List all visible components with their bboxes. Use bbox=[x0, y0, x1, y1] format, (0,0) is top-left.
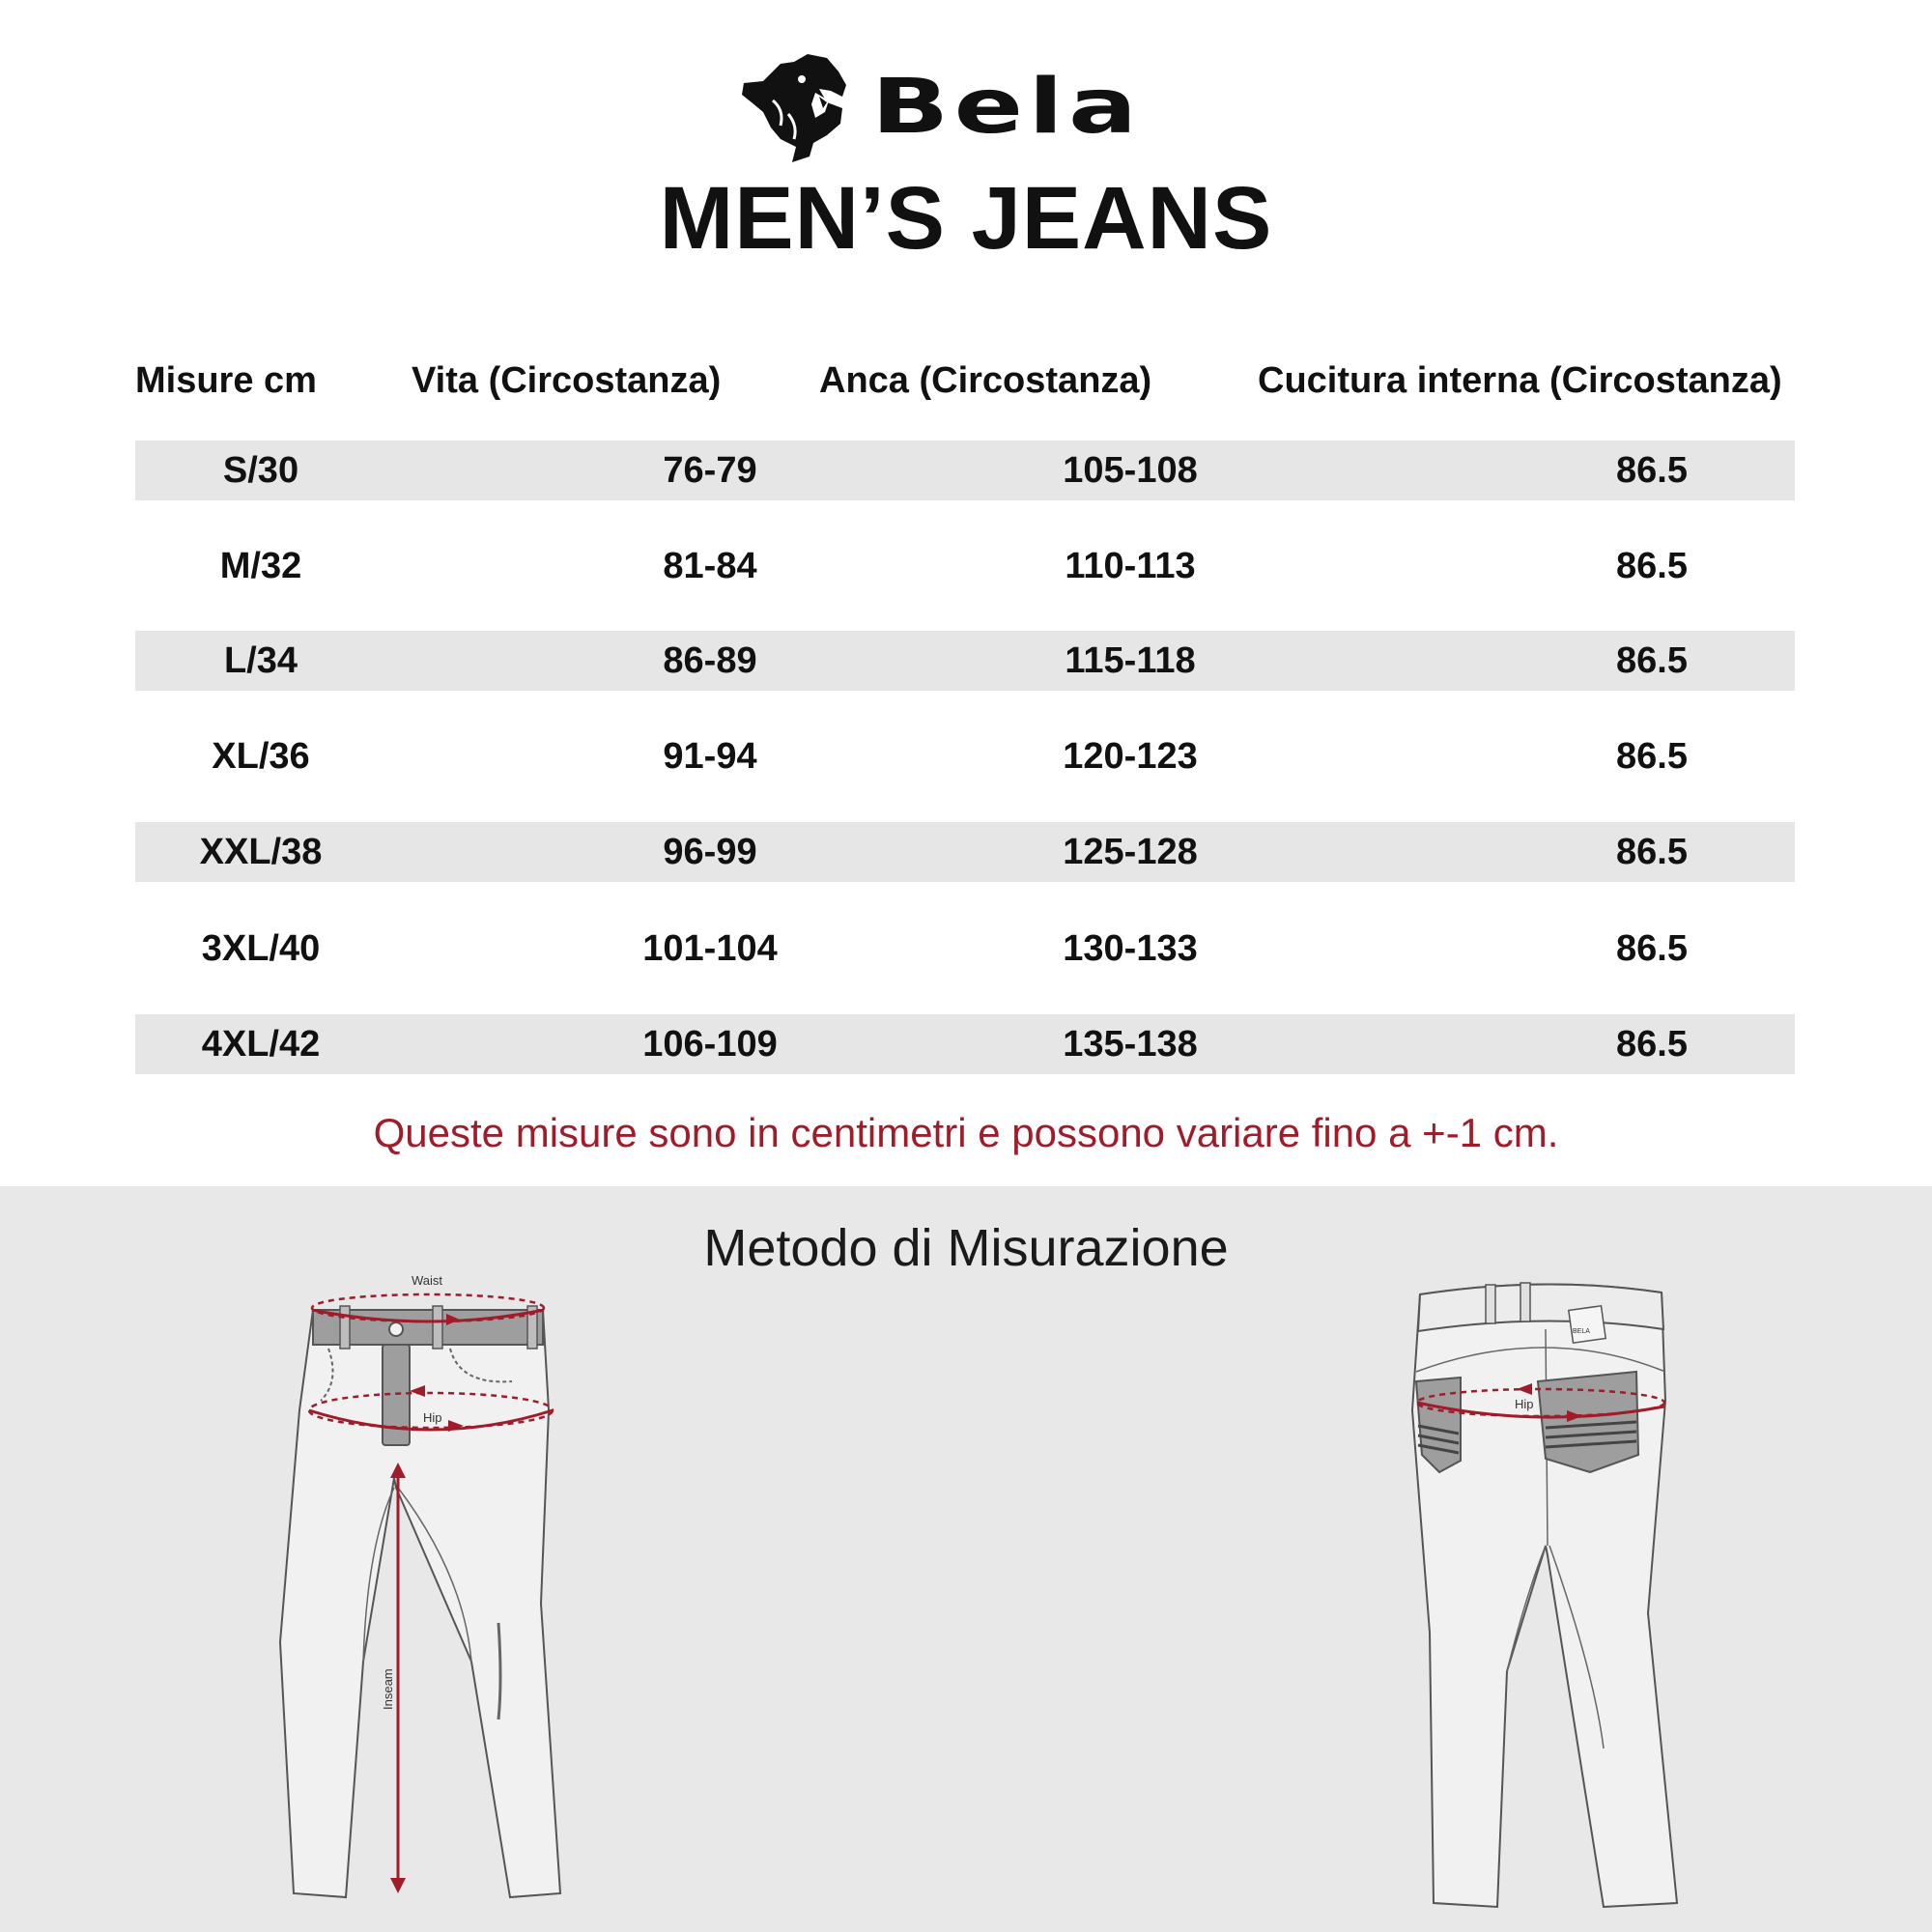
cell-hip: 110-113 bbox=[1065, 546, 1196, 586]
cell-size: XXL/38 bbox=[199, 832, 323, 872]
cell-hip: 120-123 bbox=[1063, 736, 1198, 777]
cell-inseam: 86.5 bbox=[1616, 736, 1688, 777]
jeans-back-illustration bbox=[1401, 1265, 1681, 1913]
cell-size: M/32 bbox=[219, 546, 302, 586]
table-row bbox=[135, 536, 1795, 596]
cell-inseam: 86.5 bbox=[1616, 1024, 1688, 1065]
cell-waist: 86-89 bbox=[663, 640, 757, 681]
cell-waist: 96-99 bbox=[663, 832, 757, 872]
jeans-front-illustration bbox=[270, 1256, 580, 1913]
cell-inseam: 86.5 bbox=[1616, 832, 1688, 872]
hip-label: Hip bbox=[423, 1410, 442, 1425]
measurement-note: Queste misure sono in centimetri e possono variare fino a +-1 cm. bbox=[373, 1110, 1559, 1155]
cell-size: S/30 bbox=[222, 450, 299, 491]
cell-inseam: 86.5 bbox=[1616, 640, 1688, 681]
brand-logo bbox=[734, 43, 1179, 168]
header-inseam: Cucitura interna (Circostanza) bbox=[1258, 360, 1782, 401]
header-size: Misure cm bbox=[135, 360, 317, 401]
table-row bbox=[135, 440, 1795, 500]
cell-size: 4XL/42 bbox=[201, 1024, 321, 1065]
inseam-label: Inseam bbox=[381, 1668, 395, 1710]
method-title: Metodo di Misurazione bbox=[703, 1219, 1229, 1277]
back-hip-label: Hip bbox=[1515, 1397, 1534, 1411]
cell-inseam: 86.5 bbox=[1616, 450, 1688, 491]
cell-size: 3XL/40 bbox=[201, 928, 321, 969]
tag-label: BELA bbox=[1573, 1328, 1590, 1335]
cell-waist: 91-94 bbox=[663, 736, 757, 777]
cell-size: XL/36 bbox=[212, 736, 310, 777]
waist-label: Waist bbox=[412, 1273, 443, 1288]
cell-hip: 130-133 bbox=[1063, 928, 1198, 969]
cell-inseam: 86.5 bbox=[1616, 928, 1688, 969]
page-title: MEN’S JEANS bbox=[659, 169, 1273, 268]
header-waist: Vita (Circostanza) bbox=[412, 360, 722, 401]
cell-waist: 101-104 bbox=[642, 928, 778, 969]
cell-size: L/34 bbox=[223, 640, 298, 681]
brand-wordmark: Bela bbox=[871, 64, 1143, 151]
cell-inseam: 86.5 bbox=[1616, 546, 1688, 586]
bear-head-icon bbox=[734, 43, 860, 168]
table-row bbox=[135, 726, 1795, 786]
cell-hip: 105-108 bbox=[1063, 450, 1198, 491]
cell-waist: 76-79 bbox=[663, 450, 757, 491]
cell-hip: 115-118 bbox=[1065, 640, 1196, 681]
cell-waist: 81-84 bbox=[663, 546, 757, 586]
table-row bbox=[135, 919, 1795, 979]
table-row bbox=[135, 822, 1795, 882]
cell-hip: 135-138 bbox=[1063, 1024, 1198, 1065]
cell-hip: 125-128 bbox=[1063, 832, 1198, 872]
table-row bbox=[135, 1014, 1795, 1074]
cell-waist: 106-109 bbox=[642, 1024, 778, 1065]
header-hip: Anca (Circostanza) bbox=[819, 360, 1152, 401]
table-row bbox=[135, 631, 1795, 691]
